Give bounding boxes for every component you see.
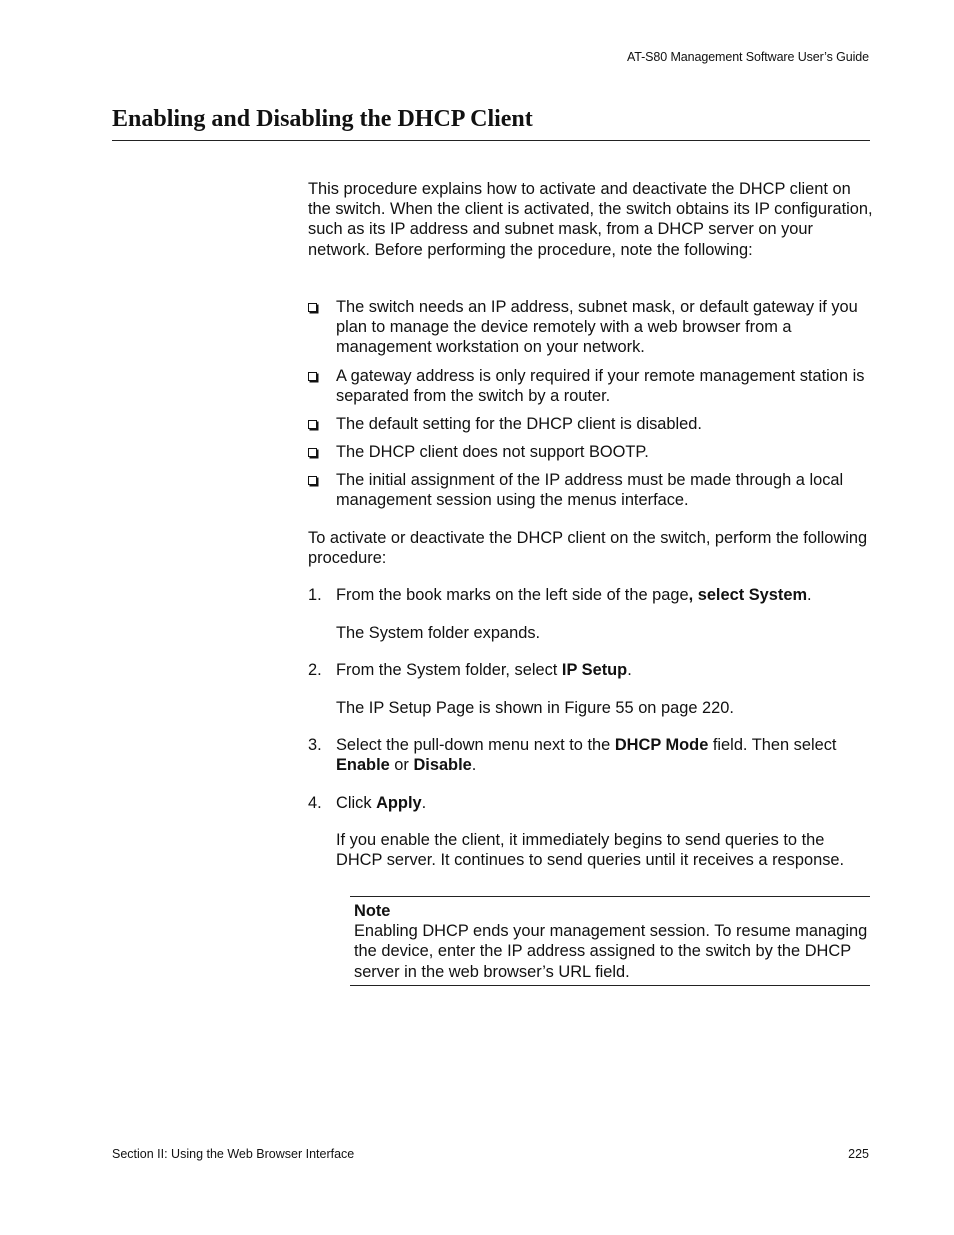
step-text xyxy=(336,793,873,813)
note-text: Enabling DHCP ends your management session. To resume managing the device, enter the IP address assigned to the switch by the DHCP server in the web browser’s URL field. xyxy=(354,922,868,981)
note-label: Note xyxy=(354,902,391,920)
step-1-result xyxy=(308,623,873,643)
step-keyword: Apply xyxy=(376,794,422,812)
procedure-intro xyxy=(308,528,873,568)
step-keyword: System xyxy=(748,586,808,604)
step-text-part: From the book marks on the left side of the page xyxy=(336,586,689,604)
step-2 xyxy=(308,660,873,680)
list-item xyxy=(308,470,873,510)
step-text-part: or xyxy=(389,756,414,775)
checkbox-bullet-icon xyxy=(308,303,317,312)
note-box xyxy=(350,896,870,986)
step-result-text: If you enable the client, it immediately begins to send queries to the DHCP server. It continues to send queries until it receives a response. xyxy=(336,831,845,870)
intro-text: This procedure explains how to activate and deactivate the DHCP client on the switch. When the client is activated, the switch obtains its IP configuration, such as its IP address and subnet mask, from a DHCP server on your network. Before performing the procedure, note the following: xyxy=(308,180,873,259)
step-number: 3. xyxy=(308,736,322,754)
step-text-part: . xyxy=(421,794,427,812)
running-header: AT-S80 Management Software User’s Guide xyxy=(626,50,869,64)
step-keyword: Disable xyxy=(413,756,472,775)
step-text-part: . xyxy=(471,756,477,775)
page-number: 225 xyxy=(848,1147,869,1161)
bullet-text: The default setting for the DHCP client is disabled. xyxy=(336,415,702,433)
step-3 xyxy=(308,735,873,775)
page-title: Enabling and Disabling the DHCP Client xyxy=(112,106,533,132)
heading-divider xyxy=(112,140,870,141)
footer-section: Section II: Using the Web Browser Interface xyxy=(112,1147,355,1161)
step-text-part: , select xyxy=(688,586,749,604)
bullet-text: The switch needs an IP address, subnet mask, or default gateway if you plan to manage the device remotely with a web browser from a management workstation on your network. xyxy=(336,298,858,357)
step-result-text: The IP Setup Page is shown in Figure 55 on page 220. xyxy=(336,699,734,717)
bullet-text: The initial assignment of the IP address must be made through a local management session using the menus interface. xyxy=(336,471,844,510)
step-text-part: Click xyxy=(336,794,377,812)
step-keyword: Enable xyxy=(336,756,390,775)
bullet-text: A gateway address is only required if your remote management station is separated from the switch by a router. xyxy=(336,367,865,406)
step-2-result xyxy=(308,698,873,718)
step-number: 1. xyxy=(308,586,322,604)
step-text-part: From the System folder, select xyxy=(336,661,562,679)
bullet-text: The DHCP client does not support BOOTP. xyxy=(336,443,649,461)
step-text-part: . xyxy=(807,586,812,604)
list-item xyxy=(308,414,873,434)
step-text xyxy=(336,735,873,775)
step-number: 4. xyxy=(308,794,322,812)
intro-paragraph xyxy=(308,179,873,260)
step-keyword: DHCP Mode xyxy=(614,736,709,754)
list-item xyxy=(308,442,873,462)
step-text xyxy=(336,660,873,680)
step-4 xyxy=(308,793,873,813)
step-result-text: The System folder expands. xyxy=(336,624,541,642)
step-1 xyxy=(308,585,873,605)
step-number: 2. xyxy=(308,661,322,679)
list-item xyxy=(308,297,873,358)
step-text-part: Select the pull-down menu next to the xyxy=(336,736,615,754)
checkbox-bullet-icon xyxy=(308,372,317,381)
step-text-part: field. Then select xyxy=(708,736,837,754)
step-text-part: . xyxy=(627,661,632,679)
step-keyword: IP Setup xyxy=(561,661,628,679)
checkbox-bullet-icon xyxy=(308,476,317,485)
checkbox-bullet-icon xyxy=(308,448,317,457)
list-item xyxy=(308,366,873,406)
step-4-result xyxy=(308,830,873,870)
procedure-intro-text: To activate or deactivate the DHCP client on the switch, perform the following procedure: xyxy=(308,529,868,568)
step-text xyxy=(336,585,873,605)
checkbox-bullet-icon xyxy=(308,420,317,429)
